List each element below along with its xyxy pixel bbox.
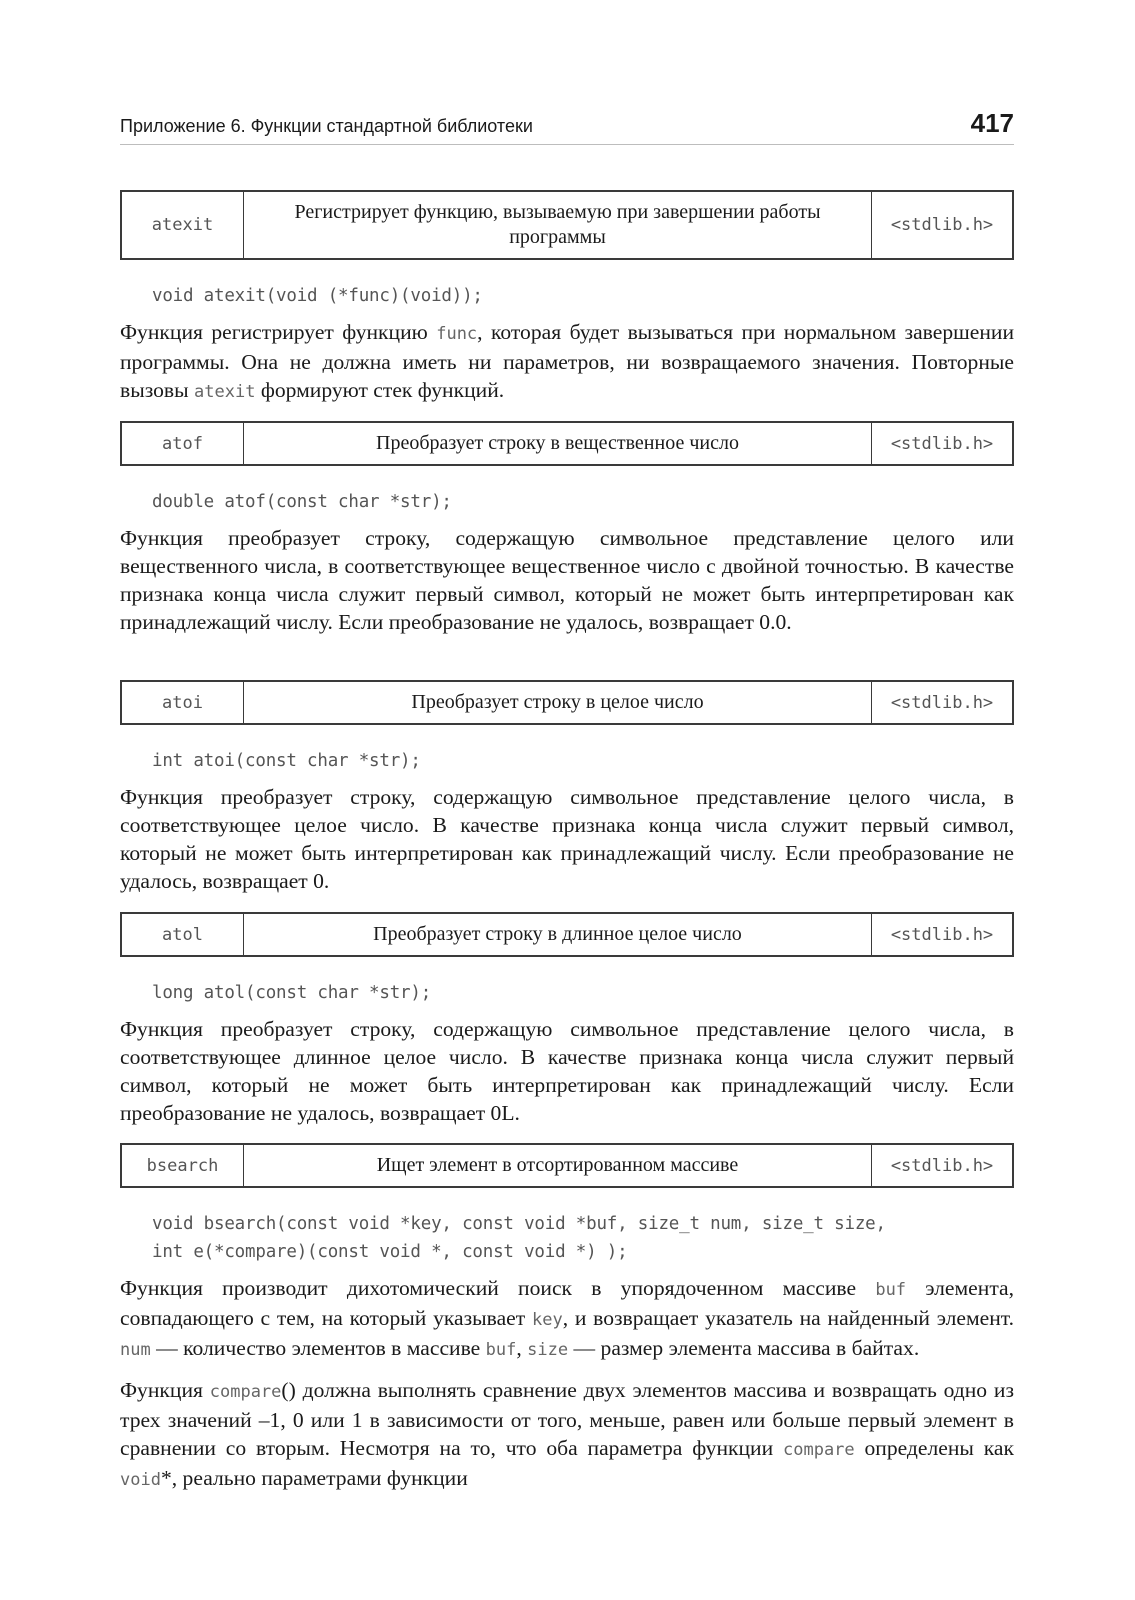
function-header-file: <stdlib.h> (872, 422, 1014, 465)
paragraph-text: Функция преобразует строку, содержащую символьное представление целого или вещественного числа, в соответствующее вещественное число с двойной точностью. В качестве признака конца числа служит первый символ, который не может быть интерпретирован как принадлежащий числу. Если преобразование не удалось, возвращает 0.0. (120, 526, 1014, 634)
description-paragraphs (120, 1015, 1014, 1127)
function-name: atoi (121, 681, 244, 724)
paragraph-text: формируют стек функций. (255, 378, 505, 402)
paragraph-text: — количество элементов в массиве (150, 1336, 486, 1360)
function-name: atof (121, 422, 244, 465)
inline-code: key (531, 1310, 563, 1330)
inline-code: size (527, 1340, 569, 1360)
description-paragraphs (120, 318, 1014, 406)
function-table (120, 1143, 1014, 1188)
inline-code: buf (485, 1340, 517, 1360)
description-paragraph (120, 1376, 1014, 1494)
function-description: Преобразует строку в длинное целое число (244, 913, 872, 956)
description-paragraphs (120, 524, 1014, 636)
function-name: atol (121, 913, 244, 956)
description-paragraph (120, 783, 1014, 895)
paragraph-text: — размер элемента массива в байтах. (568, 1336, 920, 1360)
function-header-file: <stdlib.h> (872, 1144, 1014, 1187)
function-prototype: int atoi(const char *str); (152, 751, 421, 771)
running-header (120, 110, 1014, 145)
paragraph-text: Функция преобразует строку, содержащую символьное представление целого числа, в соответствующее длинное целое число. В качестве признака конца числа служит первый символ, который не может быть интерпретирован как принадлежащий числу. Если преобразование не удалось, возвращает 0L. (120, 1017, 1014, 1125)
paragraph-text: *, реально параметрами функции (160, 1466, 468, 1490)
inline-code: void (120, 1470, 161, 1490)
function-prototype: void bsearch(const void *key, const void *buf, size_t num, size_t size, int e(*compare)(const void *, const void *) ); (152, 1214, 886, 1262)
description-paragraph (120, 1015, 1014, 1127)
paragraph-text: Функция регистрирует функцию (120, 320, 437, 344)
function-prototype: void atexit(void (*func)(void)); (152, 286, 483, 306)
function-header-file: <stdlib.h> (872, 191, 1014, 259)
description-paragraphs (120, 1274, 1014, 1494)
description-paragraph (120, 1274, 1014, 1364)
inline-code: func (436, 324, 478, 344)
function-prototype: long atol(const char *str); (152, 983, 432, 1003)
inline-code: atexit (194, 382, 256, 402)
function-entry-atol (120, 912, 1014, 1127)
description-paragraph (120, 524, 1014, 636)
function-entry-atoi (120, 680, 1014, 895)
function-table (120, 190, 1014, 260)
paragraph-text: () должна выполнять сравнение двух элементов массива и возвращать одно из трех значений –1, 0 или 1 в зависимости от того, меньше, равен или больше первый элемент в сравнении со вторым. Несмотря на то, что оба параметра функции (120, 1378, 1014, 1460)
header-title: Приложение 6. Функции стандартной библиотеки (120, 116, 533, 136)
function-description: Регистрирует функцию, вызываемую при завершении работы программы (244, 191, 872, 259)
inline-code: buf (875, 1280, 907, 1300)
function-entry-bsearch (120, 1143, 1014, 1494)
function-table (120, 912, 1014, 957)
function-header-file: <stdlib.h> (872, 681, 1014, 724)
function-entry-atexit (120, 190, 1014, 406)
paragraph-text: определены как (854, 1436, 1014, 1460)
paragraph-text: , и возвращает указатель на найденный элемент. (562, 1306, 1014, 1330)
function-description: Преобразует строку в целое число (244, 681, 872, 724)
description-paragraph (120, 318, 1014, 406)
paragraph-text: Функция производит дихотомический поиск в упорядоченном массиве (120, 1276, 876, 1300)
function-table (120, 421, 1014, 466)
function-name: atexit (121, 191, 244, 259)
inline-code: compare (209, 1382, 282, 1402)
function-description: Преобразует строку в вещественное число (244, 422, 872, 465)
function-table (120, 680, 1014, 725)
paragraph-text: элемента, совпадающего с тем, на который указывает (120, 1276, 1015, 1330)
page-number: 417 (970, 108, 1014, 138)
function-name: bsearch (121, 1144, 244, 1187)
function-header-file: <stdlib.h> (872, 913, 1014, 956)
paragraph-text: Функция (120, 1378, 210, 1402)
function-description: Ищет элемент в отсортированном массиве (244, 1144, 872, 1187)
inline-code: compare (783, 1440, 855, 1460)
paragraph-text: , которая будет вызываться при нормальном завершении программы. Она не должна иметь ни параметров, ни возвращаемого значения. Повторные вызовы (120, 320, 1014, 402)
inline-code: num (120, 1340, 151, 1360)
description-paragraphs (120, 783, 1014, 895)
function-entry-atof (120, 421, 1014, 636)
paragraph-text: , (516, 1336, 528, 1360)
paragraph-text: Функция преобразует строку, содержащую символьное представление целого числа, в соответствующее целое число. В качестве признака конца числа служит первый символ, который не может быть интерпретирован как принадлежащий числу. Если преобразование не удалось, возвращает 0. (120, 785, 1014, 893)
function-prototype: double atof(const char *str); (152, 492, 452, 512)
